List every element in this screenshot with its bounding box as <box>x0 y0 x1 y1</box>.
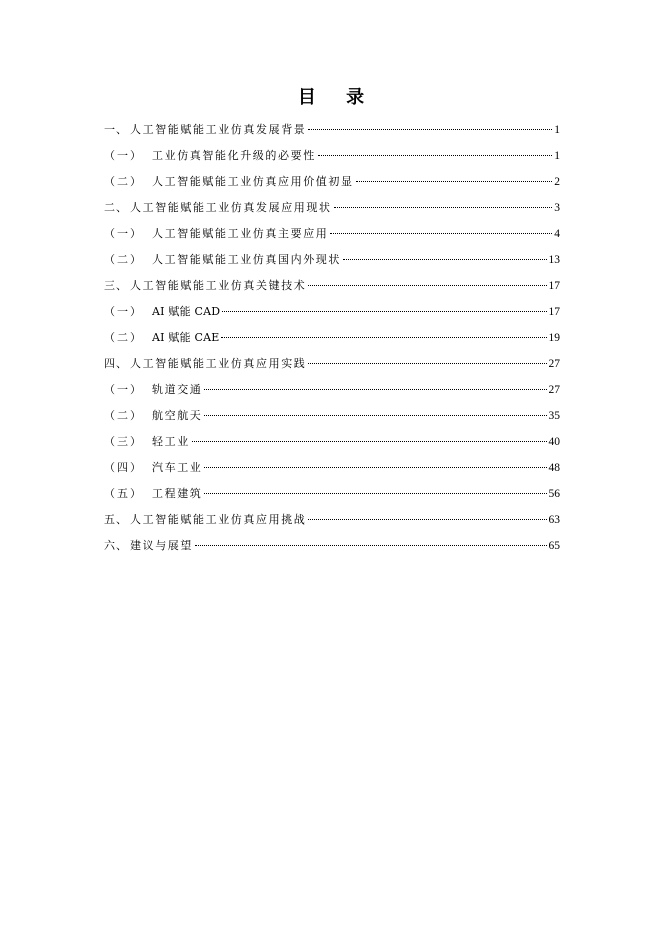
toc-entry[interactable] <box>104 378 560 404</box>
toc-dot-leader <box>330 221 552 234</box>
toc-entry[interactable] <box>104 274 560 300</box>
toc-entry-title: 人工智能赋能工业仿真国内外现状 <box>152 253 341 266</box>
toc-entry-number: （五） <box>104 487 143 500</box>
toc-entry-page: 40 <box>548 436 560 448</box>
toc-dot-leader <box>195 533 547 546</box>
toc-entry-page: 1 <box>554 124 560 136</box>
toc-entry-title: 人工智能赋能工业仿真应用价值初显 <box>152 175 354 188</box>
toc-entry-title: 工业仿真智能化升级的必要性 <box>152 149 316 162</box>
toc-entry-page: 4 <box>554 228 560 240</box>
toc-entry-number: 四、 <box>104 357 128 370</box>
toc-entry-title: AI 赋能 CAD <box>152 305 221 318</box>
toc-entry-number: 六、 <box>104 539 128 552</box>
page-title: 目 录 <box>297 87 377 108</box>
toc-entry[interactable] <box>104 404 560 430</box>
toc-dot-leader <box>334 195 553 208</box>
toc-entry-page: 65 <box>548 540 560 552</box>
toc-entry-number: （一） <box>104 305 143 318</box>
toc-entry[interactable] <box>104 222 560 248</box>
toc-entry-title: 轻工业 <box>152 435 190 448</box>
toc-entry-page: 1 <box>554 150 560 162</box>
toc-entry-title: AI 赋能 CAE <box>152 331 220 344</box>
toc-dot-leader <box>204 455 546 468</box>
toc-entry-number: （三） <box>104 435 143 448</box>
toc-entry[interactable] <box>104 248 560 274</box>
toc-entry[interactable] <box>104 508 560 534</box>
toc-entry-title: 人工智能赋能工业仿真发展背景 <box>130 123 307 136</box>
toc-entry-number: 二、 <box>104 201 128 214</box>
toc-dot-leader <box>204 377 546 390</box>
toc-entry-title: 人工智能赋能工业仿真关键技术 <box>130 279 307 292</box>
toc-entry-page: 13 <box>548 254 560 266</box>
toc-dot-leader <box>192 429 547 442</box>
toc-entry-page: 56 <box>548 488 560 500</box>
toc-entry-title: 人工智能赋能工业仿真应用挑战 <box>130 513 307 526</box>
toc-entry[interactable] <box>104 482 560 508</box>
toc-entry-title: 人工智能赋能工业仿真发展应用现状 <box>130 201 332 214</box>
toc-entry-page: 63 <box>548 514 560 526</box>
toc-entry-page: 35 <box>548 410 560 422</box>
toc-entry[interactable] <box>104 430 560 456</box>
toc-dot-leader <box>308 117 552 130</box>
toc-dot-leader <box>308 507 546 520</box>
toc-entry-page: 48 <box>548 462 560 474</box>
toc-entry-page: 27 <box>548 384 560 396</box>
toc-entry-page: 3 <box>554 202 560 214</box>
toc-dot-leader <box>222 299 546 312</box>
toc-entry-title: 人工智能赋能工业仿真主要应用 <box>152 227 329 240</box>
toc-entry-title: 轨道交通 <box>152 383 203 396</box>
toc-dot-leader <box>308 273 546 286</box>
toc-entry-page: 2 <box>554 176 560 188</box>
toc-entry-number: （二） <box>104 253 143 266</box>
toc-entry-title: 工程建筑 <box>152 487 203 500</box>
toc-dot-leader <box>343 247 547 260</box>
toc-entry-number: （二） <box>104 409 143 422</box>
toc-dot-leader <box>204 481 546 494</box>
toc-entry-number: （一） <box>104 383 143 396</box>
toc-entry[interactable] <box>104 352 560 378</box>
toc-entry-number: （一） <box>104 149 143 162</box>
toc-entry-page: 19 <box>548 332 560 344</box>
toc-entry[interactable] <box>104 144 560 170</box>
toc-dot-leader <box>204 403 546 416</box>
toc-entry-number: 一、 <box>104 123 128 136</box>
toc-dot-leader <box>221 325 546 338</box>
toc-entry-title: 汽车工业 <box>152 461 203 474</box>
toc-entry[interactable] <box>104 300 560 326</box>
toc-entry-title: 建议与展望 <box>130 539 193 552</box>
toc-entry-number: （一） <box>104 227 143 240</box>
toc-dot-leader <box>308 351 546 364</box>
toc-entry[interactable] <box>104 326 560 352</box>
toc-entry-page: 17 <box>548 280 560 292</box>
table-of-contents <box>104 118 560 560</box>
toc-entry-page: 27 <box>548 358 560 370</box>
toc-entry[interactable] <box>104 196 560 222</box>
toc-entry-number: （二） <box>104 331 143 344</box>
toc-entry-number: （二） <box>104 175 143 188</box>
toc-entry[interactable] <box>104 118 560 144</box>
toc-entry[interactable] <box>104 170 560 196</box>
toc-dot-leader <box>318 143 552 156</box>
toc-entry-page: 17 <box>548 306 560 318</box>
toc-dot-leader <box>356 169 553 182</box>
toc-entry-title: 航空航天 <box>152 409 203 422</box>
toc-entry-number: 五、 <box>104 513 128 526</box>
toc-entry[interactable] <box>104 534 560 560</box>
toc-entry-number: 三、 <box>104 279 128 292</box>
toc-entry-number: （四） <box>104 461 143 474</box>
toc-entry[interactable] <box>104 456 560 482</box>
toc-entry-title: 人工智能赋能工业仿真应用实践 <box>130 357 307 370</box>
